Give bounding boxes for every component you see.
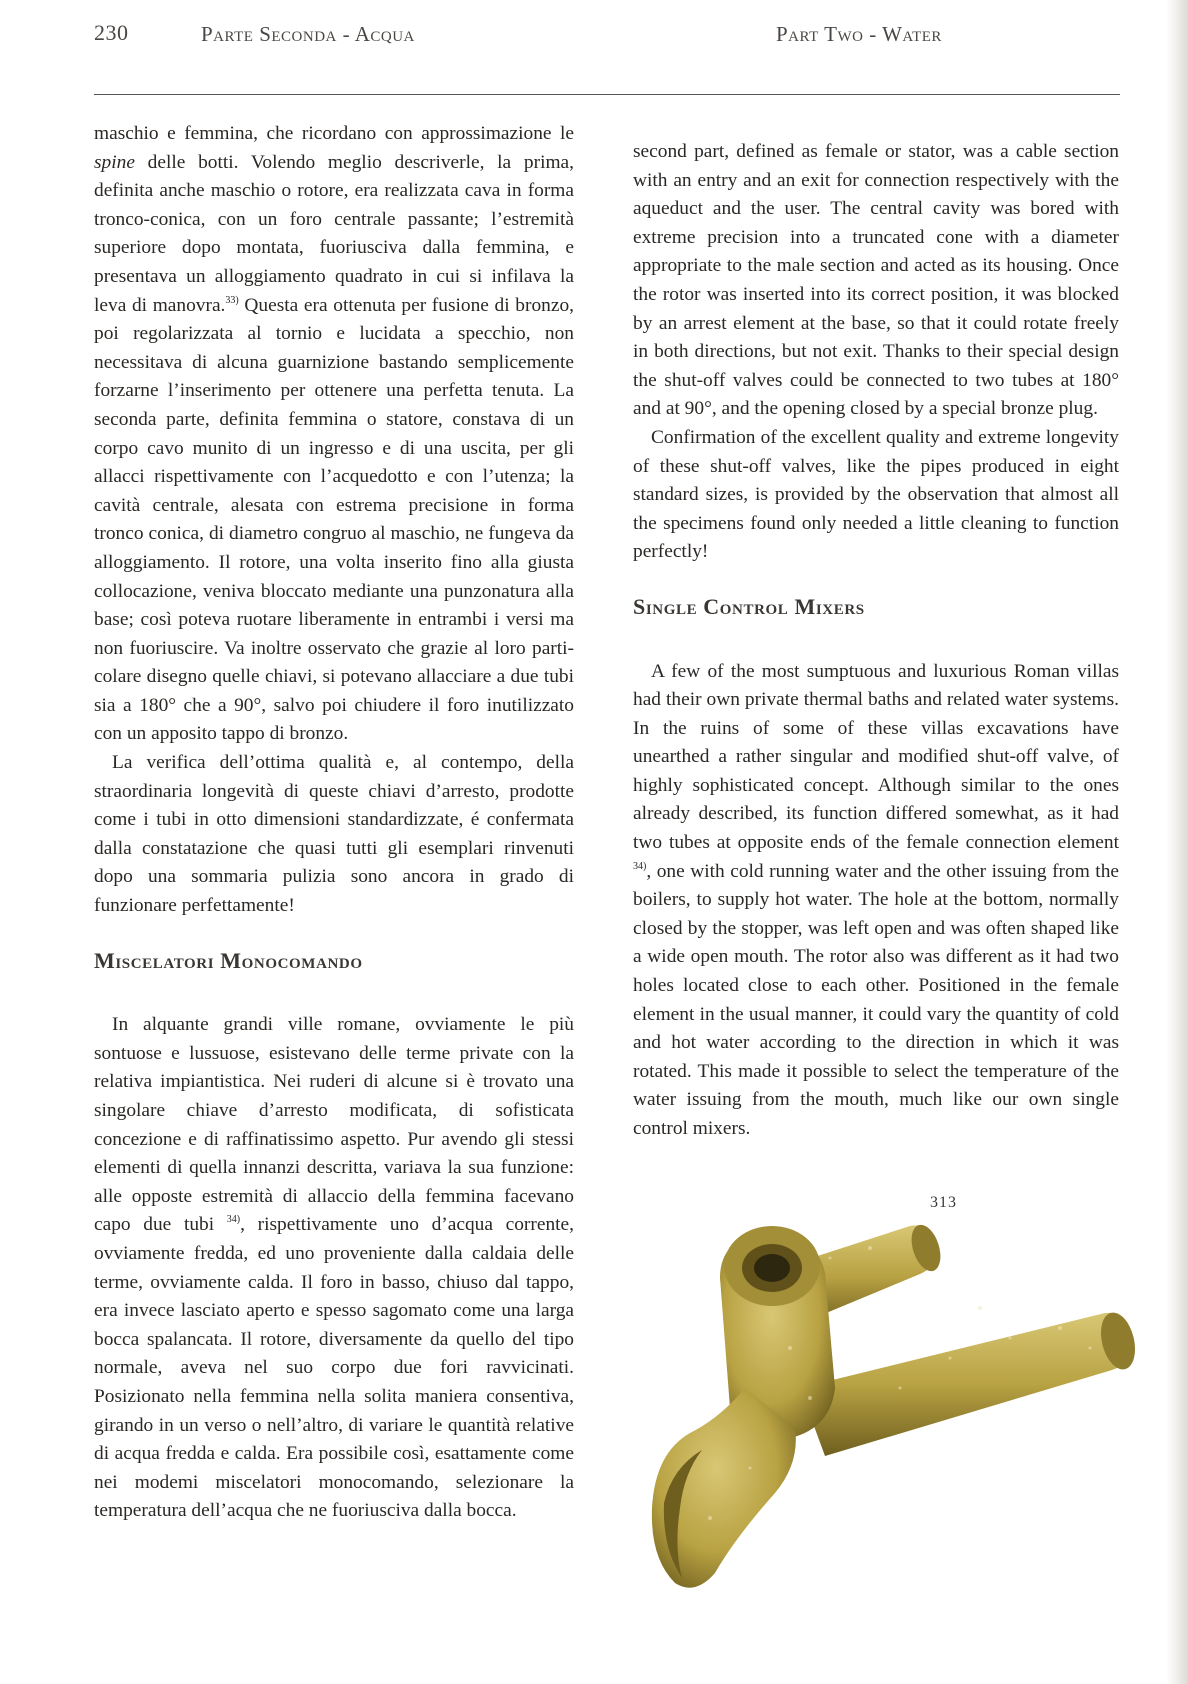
page-edge-shadow — [1166, 0, 1188, 1684]
english-column — [633, 138, 1119, 1144]
figure-number: 313 — [930, 1194, 957, 1211]
header-rule — [94, 94, 1120, 95]
footnote-ref-34: 34) — [633, 860, 647, 872]
header-title-italian: Parte Seconda - Acqua — [201, 22, 415, 46]
running-header — [0, 18, 1188, 58]
text-run: In alquante grandi ville romane, ovviamente le più sontuose e lussuose, esistevano delle terme private con la relativa impiantistica. Nei ruderi di alcune si è trovato una singolare chiave d’arresto modificata, di sofisticata concezione e di raffinatissimo aspetto. Pur avendo gli stessi elementi di quella innanzi descritta, variava la sua funzione: alle opposte estremità di allaccio della femmina facevano capo due tubi — [94, 1014, 574, 1236]
text-run: , one with cold running water and the other issuing from the boilers, to supply hot water. The hole at the bottom, normally closed by the stopper, was left open and was often shaped like a wide open mouth. The rotor also was different as it had two holes located close to each other. Positioned in the female element in the usual manner, it could vary the quantity of cold and hot water according to the direction in which it was rotated. This made it possible to select the temperature of the water issuing from the mouth, much like our own single control mixers. — [633, 860, 1119, 1139]
text-run: delle botti. Volendo meglio descriverle, la prima, definita anche maschio o rotore, era realizzata cava in forma tronco-conica, con un foro centrale passante; l’estremità superiore dopo montata, fuoriusciva dalla femmina, e presentava un alloggiamento quadrato in cui si infilava la leva di manovra. — [94, 151, 574, 316]
text-run: , rispettivamente uno d’acqua corrente, ovviamente fredda, ed uno proveniente dalla caldaia delle terme, ovviamente calda. Il foro in basso, chiuso dal tappo, era invece lasciato aperto e spesso sagomato come una larga bocca spalancata. Il rotore, diversamente da quello del tipo normale, aveva nel suo corpo due fori ravvicinati. Posizionato nella femmina nella solita maniera consentiva, girando in un verso o nell’altro, di variare le quantità relative di acqua fredda e calda. Era possibile così, esattamente come nei modemi miscelatori monocomando, selezionare la temperatura dell’acqua che ne fuoriusciva dalla bocca. — [94, 1214, 574, 1522]
figure-bronze-mixer-valve — [650, 1218, 1150, 1598]
lower-tube — [800, 1313, 1133, 1456]
italic-term: spine — [94, 151, 135, 173]
text-run: A few of the most sumptuous and luxurious Roman villas had their own private thermal baths and related water systems. In the ruins of some of these villas excavations have unearthed a rather singular and modified shut-off valve, of highly sophisticated concept. Although similar to the ones already described, its function differed somewhat, as it had two tubes at opposite ends of the female connection element — [633, 660, 1119, 854]
italian-paragraph-3 — [94, 1011, 574, 1526]
english-paragraph-3 — [633, 658, 1119, 1144]
text-run: maschio e femmina, che ricordano con approssimazione le — [94, 123, 574, 144]
footnote-ref-34: 34) — [226, 1214, 241, 1226]
page-number: 230 — [94, 20, 129, 45]
english-paragraph-1: second part, defined as female or stator, was a cable section with an entry and an exit for connection respectively with the aqueduct and the user. The central cavity was bored with extreme precision into a truncated cone with a diameter appropriate to the male section and acted as its housing. Once the rotor was inserted into its correct position, it was blocked by an arrest element at the base, so that it could rotate freely in both directions, but not exit. Thanks to their special design the shut-off valves could be connected to two tubes at 180° and at 90°, and the opening closed by a special bronze plug. — [633, 141, 1119, 420]
english-section-heading: Single Control Mixers — [633, 593, 865, 619]
rotor-hole — [754, 1254, 790, 1282]
italian-paragraph-1 — [94, 120, 574, 749]
text-run: Questa era ottenuta per fusione di bronzo, poi regolarizzata al tornio e lucidata a specchio, non necessitava di alcuna guarnizione bastando semplicemente forzarne l’inserimento per ottenere una perfetta tenuta. La seconda parte, definita femmina o statore, constava di un corpo cavo munito di un ingresso e di una uscita, per gli allacci rispettivamente con l’acquedotto e con l’utenza; la cavità centrale, alesata con estrema precisione in forma tronco conica, di diametro congruo al maschio, ne fungeva da alloggiamento. Il rotore, una volta inserito fino alla giusta collocazione, veniva bloccato mediante una punzonatura alla base; così poteva ruotare liberamente in entrambi i versi ma non fuoriuscire. Va inoltre osservato che grazie al loro particolare disegno quelle chiavi, si potevano allacciare a due tubi sia a 180° che a 90°, salvo poi chiudere il foro inutilizzato con un apposito tappo di bronzo. — [94, 294, 575, 745]
footnote-ref-33: 33) — [225, 294, 239, 306]
italian-section-heading: Miscelatori Monocomando — [94, 947, 363, 973]
bronze-valve-illustration — [650, 1218, 1150, 1598]
english-paragraph-2: Confirmation of the excellent quality and extreme longevity of these shut-off valves, like the pipes produced in eight standard sizes, is provided by the observation that almost all the specimens found only needed a little cleaning to function perfectly! — [633, 426, 1119, 563]
italian-column — [94, 120, 574, 1526]
italian-paragraph-2: La verifica dell’ottima qualità e, al contempo, della straordinaria longevità di queste chiavi d’arresto, prodotte come i tubi in otto dimensioni standardizzate, é confermata dalla constatazione che quasi tutti gli esemplari rinvenuti dopo una sommaria pulizia sono ancora in grado di funzionare perfettamente! — [94, 752, 574, 917]
header-title-english: Part Two - Water — [776, 22, 942, 46]
